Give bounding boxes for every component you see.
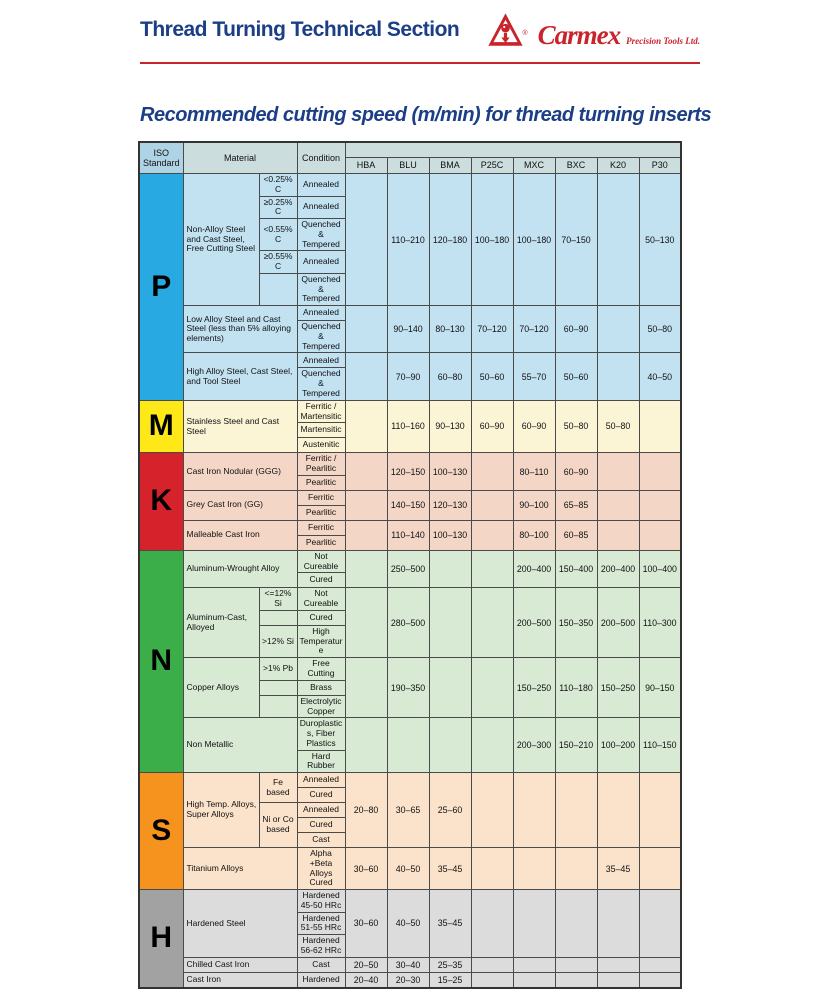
speed-value-cell xyxy=(345,588,387,658)
speed-value-cell xyxy=(387,718,429,773)
grade-header-k20: K20 xyxy=(597,158,639,174)
condition-cell: Annealed xyxy=(297,803,345,818)
speed-value-cell xyxy=(555,972,597,988)
speed-value-cell xyxy=(597,453,639,491)
sub-material-cell: <0.55%C xyxy=(259,219,297,251)
speed-value-cell: 70–120 xyxy=(471,306,513,353)
condition-cell: Hardened 56-62 HRc xyxy=(297,935,345,958)
speed-value-cell: 120–130 xyxy=(429,490,471,520)
table-row xyxy=(139,550,681,573)
speed-table-head xyxy=(139,142,681,174)
condition-cell: Quenched & Tempered xyxy=(297,273,345,305)
table-row xyxy=(139,174,681,197)
condition-cell: Cured xyxy=(297,818,345,833)
table-row xyxy=(139,453,681,476)
speed-value-cell: 200–500 xyxy=(597,588,639,658)
condition-cell: Hard Rubber xyxy=(297,750,345,773)
material-cell: High Alloy Steel, Cast Steel, and Tool Steel xyxy=(183,353,297,400)
speed-value-cell xyxy=(471,773,513,848)
speed-value-cell: 40–50 xyxy=(387,848,429,890)
speed-value-cell xyxy=(639,453,681,491)
speed-value-cell: 110–150 xyxy=(639,718,681,773)
speed-value-cell: 100–130 xyxy=(429,453,471,491)
speed-value-cell xyxy=(471,490,513,520)
speed-value-cell xyxy=(639,848,681,890)
speed-value-cell: 250–500 xyxy=(387,550,429,588)
speed-value-cell xyxy=(471,890,513,958)
condition-cell: Not Cureable xyxy=(297,588,345,611)
table-row xyxy=(139,588,681,611)
speed-value-cell xyxy=(471,957,513,972)
condition-cell: Martensitic xyxy=(297,423,345,438)
speed-value-cell: 110–300 xyxy=(639,588,681,658)
iso-letter-cell: P xyxy=(139,174,183,401)
table-row xyxy=(139,773,681,788)
condition-cell: Annealed xyxy=(297,773,345,788)
speed-value-cell: 60–90 xyxy=(555,306,597,353)
speed-value-cell xyxy=(471,520,513,550)
speed-value-cell: 150–250 xyxy=(513,658,555,718)
table-row xyxy=(139,490,681,505)
speed-value-cell: 30–40 xyxy=(387,957,429,972)
sub-material-cell xyxy=(259,273,297,305)
condition-cell: Free Cutting xyxy=(297,658,345,681)
material-header: Material xyxy=(183,142,297,174)
speed-table xyxy=(138,141,682,989)
material-cell: Non-Alloy Steel and Cast Steel, Free Cutting Steel xyxy=(183,174,259,306)
speed-value-cell xyxy=(471,588,513,658)
table-row xyxy=(139,520,681,535)
condition-cell: Ferritic xyxy=(297,520,345,535)
speed-value-cell xyxy=(471,453,513,491)
iso-letter-cell: N xyxy=(139,550,183,772)
speed-value-cell: 40–50 xyxy=(639,353,681,400)
speed-value-cell xyxy=(597,773,639,848)
table-row xyxy=(139,848,681,890)
grade-header-p30: P30 xyxy=(639,158,681,174)
speed-value-cell: 280–500 xyxy=(387,588,429,658)
speed-value-cell: 200–400 xyxy=(597,550,639,588)
speed-value-cell: 110–210 xyxy=(387,174,429,306)
grade-header-p25c: P25C xyxy=(471,158,513,174)
speed-value-cell xyxy=(597,957,639,972)
section-title: Thread Turning Technical Section xyxy=(140,18,460,41)
speed-value-cell: 150–250 xyxy=(597,658,639,718)
speed-value-cell: 150–350 xyxy=(555,588,597,658)
speed-value-cell: 120–180 xyxy=(429,174,471,306)
speed-value-cell: 25–35 xyxy=(429,957,471,972)
sub-material-cell: >12% Si xyxy=(259,625,297,657)
sub-material-cell: Ni or Co based xyxy=(259,803,297,848)
iso-standard-header: ISO Standard xyxy=(139,142,183,174)
condition-cell: Ferritic / Pearlitic xyxy=(297,453,345,476)
sub-material-cell: >1% Pb xyxy=(259,658,297,681)
sub-material-cell xyxy=(259,680,297,695)
speed-value-cell: 60–90 xyxy=(471,400,513,453)
speed-value-cell: 20–50 xyxy=(345,957,387,972)
speed-value-cell xyxy=(555,890,597,958)
page-header xyxy=(140,16,700,64)
material-cell: Non Metallic xyxy=(183,718,297,773)
speed-value-cell xyxy=(471,972,513,988)
condition-cell: Annealed xyxy=(297,174,345,197)
page-title: Recommended cutting speed (m/min) for thread turning inserts xyxy=(140,104,712,126)
table-row xyxy=(139,400,681,423)
grade-header-mxc: MXC xyxy=(513,158,555,174)
sub-material-cell xyxy=(259,695,297,718)
speed-value-cell: 150–210 xyxy=(555,718,597,773)
condition-cell: Quenched & Tempered xyxy=(297,321,345,353)
speed-value-cell xyxy=(513,890,555,958)
speed-value-cell xyxy=(345,550,387,588)
sub-material-cell: ≥0.55%C xyxy=(259,251,297,274)
speed-value-cell xyxy=(471,718,513,773)
speed-value-cell: 110–140 xyxy=(387,520,429,550)
material-cell: Grey Cast Iron (GG) xyxy=(183,490,297,520)
speed-value-cell: 40–50 xyxy=(387,890,429,958)
speed-value-cell: 200–500 xyxy=(513,588,555,658)
table-row xyxy=(139,890,681,913)
condition-cell: Alpha +Beta Alloys Cured xyxy=(297,848,345,890)
material-cell: Cast Iron xyxy=(183,972,297,988)
speed-value-cell: 25–60 xyxy=(429,773,471,848)
iso-letter-cell: K xyxy=(139,453,183,551)
speed-value-cell: 50–80 xyxy=(555,400,597,453)
speed-value-cell: 50–80 xyxy=(639,306,681,353)
speed-value-cell xyxy=(345,658,387,718)
brand-name: Carmex xyxy=(537,20,621,50)
condition-cell: Not Cureable xyxy=(297,550,345,573)
speed-value-cell: 150–400 xyxy=(555,550,597,588)
iso-letter-cell: S xyxy=(139,773,183,890)
condition-cell: Ferritic xyxy=(297,490,345,505)
table-header-row xyxy=(139,142,681,158)
condition-cell: Annealed xyxy=(297,353,345,368)
speed-value-cell xyxy=(345,400,387,453)
material-cell: Hardened Steel xyxy=(183,890,297,958)
speed-value-cell xyxy=(429,658,471,718)
speed-value-cell: 100–400 xyxy=(639,550,681,588)
speed-value-cell: 80–100 xyxy=(513,520,555,550)
speed-value-cell: 55–70 xyxy=(513,353,555,400)
speed-value-cell xyxy=(555,848,597,890)
speed-value-cell xyxy=(639,490,681,520)
table-row xyxy=(139,658,681,681)
speed-value-cell: 140–150 xyxy=(387,490,429,520)
condition-cell: Annealed xyxy=(297,306,345,321)
condition-cell: Annealed xyxy=(297,196,345,219)
speed-value-cell xyxy=(471,658,513,718)
table-row xyxy=(139,972,681,988)
condition-cell: Pearlitic xyxy=(297,475,345,490)
speed-value-cell xyxy=(597,353,639,400)
speed-value-cell: 20–30 xyxy=(387,972,429,988)
material-cell: Malleable Cast Iron xyxy=(183,520,297,550)
speed-value-cell xyxy=(471,550,513,588)
material-cell: High Temp. Alloys, Super Alloys xyxy=(183,773,259,848)
condition-cell: Brass xyxy=(297,680,345,695)
speed-value-cell xyxy=(597,972,639,988)
condition-cell: Cast xyxy=(297,833,345,848)
speed-value-cell xyxy=(639,520,681,550)
speed-value-cell xyxy=(513,972,555,988)
material-cell: Copper Alloys xyxy=(183,658,259,718)
page xyxy=(0,16,836,985)
material-cell: Stainless Steel and Cast Steel xyxy=(183,400,297,453)
speed-value-cell: 35–45 xyxy=(597,848,639,890)
condition-cell: High Temperature xyxy=(297,625,345,657)
speed-value-cell: 60–80 xyxy=(429,353,471,400)
speed-value-cell xyxy=(555,773,597,848)
table-row xyxy=(139,353,681,368)
speed-value-cell: 35–45 xyxy=(429,890,471,958)
speed-value-cell: 50–130 xyxy=(639,174,681,306)
condition-cell: Electrolytic Copper xyxy=(297,695,345,718)
condition-cell: Pearlitic xyxy=(297,505,345,520)
registered-mark: ® xyxy=(522,30,528,37)
speed-value-cell xyxy=(639,972,681,988)
speed-value-cell: 80–110 xyxy=(513,453,555,491)
speed-value-cell xyxy=(597,490,639,520)
grade-header-hba: HBA xyxy=(345,158,387,174)
speed-value-cell xyxy=(513,848,555,890)
speed-value-cell: 50–60 xyxy=(555,353,597,400)
speed-value-cell: 30–60 xyxy=(345,890,387,958)
condition-cell: Cast xyxy=(297,957,345,972)
speed-value-cell xyxy=(597,520,639,550)
speed-value-cell: 20–40 xyxy=(345,972,387,988)
speed-value-cell: 90–140 xyxy=(387,306,429,353)
speed-value-cell xyxy=(429,718,471,773)
condition-cell: Duroplastics, Fiber Plastics xyxy=(297,718,345,750)
condition-cell: Annealed xyxy=(297,251,345,274)
speed-value-cell: 50–80 xyxy=(597,400,639,453)
speed-value-cell: 200–300 xyxy=(513,718,555,773)
speed-value-cell: 200–400 xyxy=(513,550,555,588)
material-cell: Cast Iron Nodular (GGG) xyxy=(183,453,297,491)
speed-value-cell: 15–25 xyxy=(429,972,471,988)
speed-value-cell: 30–65 xyxy=(387,773,429,848)
speed-value-cell: 70–150 xyxy=(555,174,597,306)
speed-value-cell: 60–90 xyxy=(513,400,555,453)
speed-value-cell: 100–180 xyxy=(513,174,555,306)
sub-material-cell: <=12% Si xyxy=(259,588,297,611)
iso-letter-cell: H xyxy=(139,890,183,988)
sub-material-cell xyxy=(259,610,297,625)
condition-cell: Hardened xyxy=(297,972,345,988)
speed-value-cell: 90–150 xyxy=(639,658,681,718)
material-cell: Titanium Alloys xyxy=(183,848,297,890)
condition-cell: Quenched & Tempered xyxy=(297,219,345,251)
speed-value-cell xyxy=(597,174,639,306)
sub-material-cell: ≥0.25%C xyxy=(259,196,297,219)
speed-value-cell xyxy=(639,890,681,958)
speed-value-cell xyxy=(345,174,387,306)
grade-header-bxc: BXC xyxy=(555,158,597,174)
speed-value-cell: 100–130 xyxy=(429,520,471,550)
table-row xyxy=(139,718,681,750)
speed-value-cell: 110–180 xyxy=(555,658,597,718)
condition-header: Condition xyxy=(297,142,345,174)
speed-value-cell xyxy=(471,848,513,890)
speed-value-cell: 60–90 xyxy=(555,453,597,491)
speed-value-cell xyxy=(345,353,387,400)
speed-value-cell: 80–130 xyxy=(429,306,471,353)
material-cell: Low Alloy Steel and Cast Steel (less than 5% alloying elements) xyxy=(183,306,297,353)
sub-material-cell: Fe based xyxy=(259,773,297,803)
grade-header-bma: BMA xyxy=(429,158,471,174)
condition-cell: Cured xyxy=(297,610,345,625)
speed-value-cell: 100–200 xyxy=(597,718,639,773)
speed-value-cell xyxy=(345,453,387,491)
condition-cell: Austenitic xyxy=(297,438,345,453)
iso-letter-cell: M xyxy=(139,400,183,453)
speed-value-cell: 190–350 xyxy=(387,658,429,718)
speed-value-cell xyxy=(639,957,681,972)
speed-value-cell: 20–80 xyxy=(345,773,387,848)
speed-value-cell xyxy=(639,773,681,848)
speed-value-cell: 35–45 xyxy=(429,848,471,890)
brand-tagline: Precision Tools Ltd. xyxy=(626,36,700,46)
material-cell: Aluminum-Wrought Alloy xyxy=(183,550,297,588)
condition-cell: Quenched & Tempered xyxy=(297,368,345,400)
speed-value-cell xyxy=(429,550,471,588)
speed-value-cell xyxy=(345,718,387,773)
grades-header-strip xyxy=(345,142,681,158)
speed-value-cell: 70–120 xyxy=(513,306,555,353)
speed-value-cell: 110–160 xyxy=(387,400,429,453)
speed-value-cell: 70–90 xyxy=(387,353,429,400)
speed-value-cell xyxy=(513,957,555,972)
condition-cell: Hardened 45-50 HRc xyxy=(297,890,345,913)
table-row xyxy=(139,957,681,972)
speed-value-cell xyxy=(555,957,597,972)
speed-value-cell: 60–85 xyxy=(555,520,597,550)
speed-value-cell: 120–150 xyxy=(387,453,429,491)
speed-value-cell xyxy=(429,588,471,658)
condition-cell: Hardened 51-55 HRc xyxy=(297,912,345,935)
speed-value-cell xyxy=(345,490,387,520)
carmex-logo-icon xyxy=(487,12,524,49)
condition-cell: Ferritic / Martensitic xyxy=(297,400,345,423)
speed-value-cell xyxy=(345,306,387,353)
condition-cell: Cured xyxy=(297,788,345,803)
carmex-logo xyxy=(487,12,700,49)
speed-value-cell xyxy=(597,306,639,353)
speed-value-cell: 50–60 xyxy=(471,353,513,400)
material-cell: Aluminum-Cast, Alloyed xyxy=(183,588,259,658)
speed-table-body xyxy=(139,174,681,988)
speed-value-cell xyxy=(345,520,387,550)
table-row xyxy=(139,306,681,321)
speed-value-cell xyxy=(639,400,681,453)
condition-cell: Pearlitic xyxy=(297,535,345,550)
speed-value-cell: 100–180 xyxy=(471,174,513,306)
speed-value-cell: 30–60 xyxy=(345,848,387,890)
speed-value-cell: 90–100 xyxy=(513,490,555,520)
speed-value-cell xyxy=(513,773,555,848)
material-cell: Chilled Cast Iron xyxy=(183,957,297,972)
speed-value-cell: 90–130 xyxy=(429,400,471,453)
speed-value-cell xyxy=(597,890,639,958)
speed-value-cell: 65–85 xyxy=(555,490,597,520)
sub-material-cell: <0.25%C xyxy=(259,174,297,197)
condition-cell: Cured xyxy=(297,573,345,588)
grade-header-blu: BLU xyxy=(387,158,429,174)
